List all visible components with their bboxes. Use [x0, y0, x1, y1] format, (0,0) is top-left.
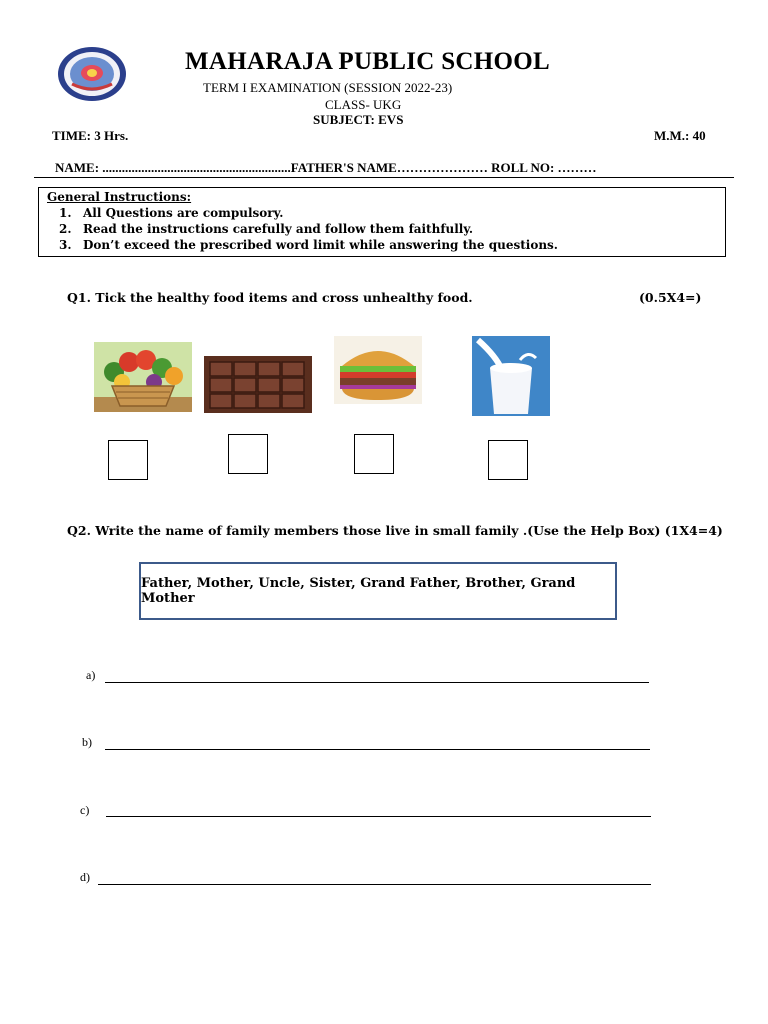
- answer-label-d: d): [80, 870, 90, 884]
- instructions-list: [59, 205, 558, 253]
- answer-line-b[interactable]: [105, 749, 650, 750]
- question-2: Q2. Write the name of family members those live in small family .(Use the Help Box) (1X4=4): [67, 523, 723, 538]
- general-instructions-box: [38, 187, 726, 257]
- instruction-item: 1. All Questions are compulsory.: [59, 206, 284, 220]
- question-1: Q1. Tick the healthy food items and cross unhealthy food.: [67, 290, 473, 305]
- answer-checkbox-vegetables[interactable]: [108, 440, 148, 480]
- help-box: [139, 562, 617, 620]
- answer-line-c[interactable]: [106, 816, 651, 817]
- chocolate-image: [204, 356, 312, 413]
- instruction-item: 2. Read the instructions carefully and follow them faithfully.: [59, 222, 474, 236]
- answer-checkbox-chocolate[interactable]: [228, 434, 268, 474]
- instructions-title: General Instructions:: [47, 190, 192, 204]
- school-name: MAHARAJA PUBLIC SCHOOL: [185, 48, 550, 75]
- milk-glass-image: [472, 336, 550, 416]
- vegetable-basket-image: [94, 342, 192, 412]
- exam-title: TERM I EXAMINATION (SESSION 2022-23): [203, 80, 453, 95]
- answer-line-d[interactable]: [98, 884, 651, 885]
- school-logo: [56, 46, 128, 102]
- header-divider: [34, 177, 734, 178]
- question-1-marks: (0.5X4=): [639, 290, 702, 305]
- answer-label-c: c): [80, 803, 90, 817]
- name-father-roll-line: NAME: ..........................................................FATHER'S NAME………………… ROLL NO: ………: [55, 160, 597, 175]
- class-label: CLASS- UKG: [325, 97, 402, 112]
- instruction-item: 3. Don’t exceed the prescribed word limit while answering the questions.: [59, 238, 558, 252]
- answer-line-a[interactable]: [105, 682, 649, 683]
- help-box-words: Father, Mother, Uncle, Sister, Grand Father, Brother, Grand Mother: [141, 576, 576, 606]
- burger-image: [334, 336, 422, 404]
- answer-label-a: a): [86, 668, 96, 682]
- max-marks-label: M.M.: 40: [654, 128, 706, 143]
- answer-label-b: b): [82, 735, 92, 749]
- subject-label: SUBJECT: EVS: [313, 112, 404, 127]
- answer-checkbox-milk[interactable]: [488, 440, 528, 480]
- time-label: TIME: 3 Hrs.: [52, 128, 129, 143]
- answer-checkbox-burger[interactable]: [354, 434, 394, 474]
